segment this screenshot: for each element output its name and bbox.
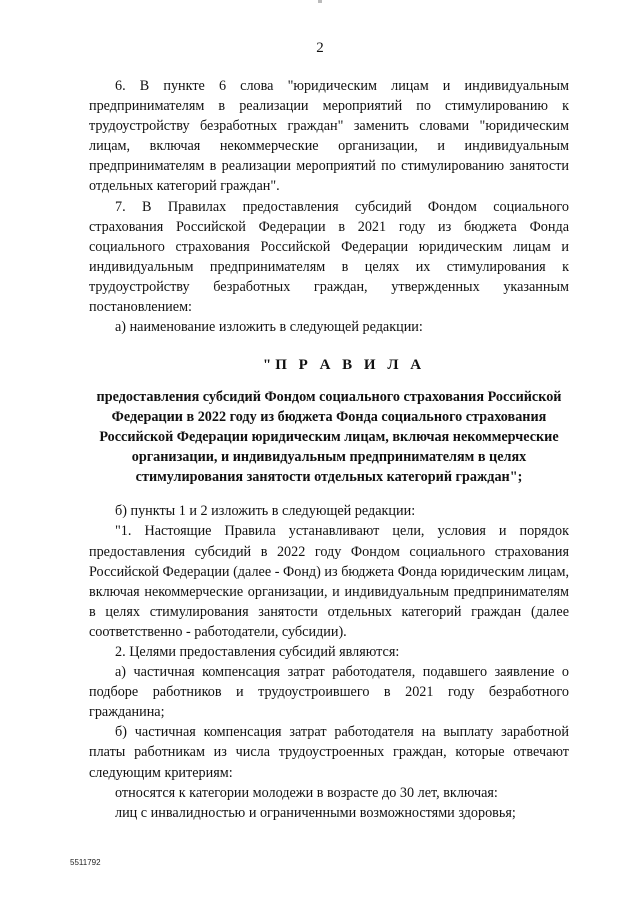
paragraph-item-b: б) пункты 1 и 2 изложить в следующей редакции:: [115, 503, 416, 520]
paragraph-clause-1: "1. Настоящие Правила устанавливают цели, условия и порядок предоставления субсидий в 2022 году Фондом социального страхования Российской Федерации (далее - Фонд) из бюджета Фонда юридическим лицам, включая некоммерческие организации, и индивидуальным предпринимателям в целях стимулирования занятости отдельных категорий граждан (далее соответственно - работодатели, субсидии).: [89, 523, 569, 640]
rules-subtitle: предоставления субсидий Фондом социального страхования Российской Федерации в 2022 году из бюджета Фонда социального страхования Российской Федерации юридическим лицам, включая некоммерческие организации, и индивидуальным предпринимателям в целях стимулирования занятости отдельных категорий граждан";: [96, 389, 562, 486]
document-body: [89, 76, 569, 823]
paragraph-clause-2: 2. Целями предоставления субсидий являются:: [115, 643, 400, 660]
page-number: 2: [316, 40, 324, 56]
paragraph-criterion-youth: относятся к категории молодежи в возрасте до 30 лет, включая:: [115, 784, 498, 801]
paragraph-subclause-b: б) частичная компенсация затрат работодателя на выплату заработной платы работникам из числа трудоустроенных граждан, которые отвечают следующим критериям:: [89, 724, 569, 781]
rules-title: "П Р А В И Л А: [262, 357, 426, 374]
paragraph-item-7: 7. В Правилах предоставления субсидий Фондом социального страхования Российской Федерации в 2021 году из бюджета Фонда социального страхования Российской Федерации юридическим лицам и индивидуальным предпринимателям в целях их стимулирования к трудоустройству безработных граждан, утвержденных указанным постановлением:: [89, 198, 569, 316]
document-code: 5511792: [70, 858, 101, 867]
paragraph-item-6: 6. В пункте 6 слова "юридическим лицам и индивидуальным предпринимателям в реализации мероприятий по стимулированию к трудоустройству безработных граждан" заменить словами "юридическим лицам, включая некоммерческие организации, и индивидуальным предпринимателям в реализации мероприятий по стимулированию занятости отдельных категорий граждан".: [89, 78, 569, 195]
paragraph-subclause-a: а) частичная компенсация затрат работодателя, подавшего заявление о подборе работников и трудоустроившего в 2021 году безработного гражданина;: [89, 664, 569, 721]
paragraph-item-a: а) наименование изложить в следующей редакции:: [115, 319, 423, 336]
scan-mark: [318, 0, 322, 3]
paragraph-criterion-disability: лиц с инвалидностью и ограниченными возможностями здоровья;: [115, 804, 516, 821]
